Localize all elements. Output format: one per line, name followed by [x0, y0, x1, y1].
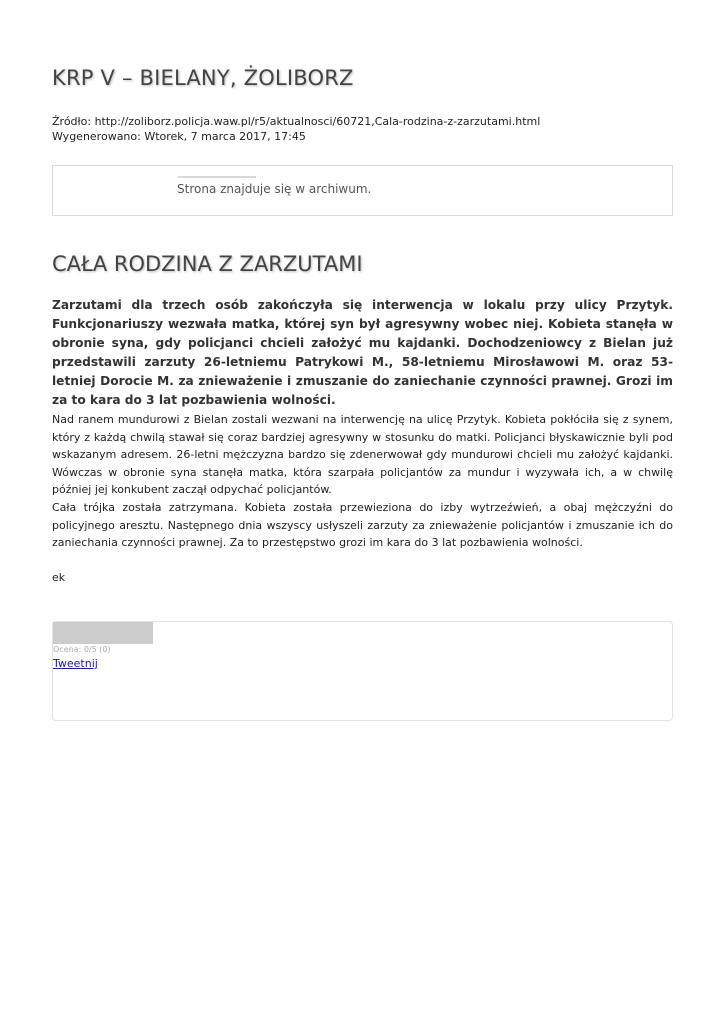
archive-divider [178, 176, 256, 178]
site-title: KRP V – BIELANY, ŻOLIBORZ [52, 66, 354, 90]
article-lead: Zarzutami dla trzech osób zakończyła się interwencja w lokalu przy ulicy Przytyk. Funkcjonariuszy wezwała matka, której syn był agresywny wobec niej. Kobieta stanęła w obronie syna, gdy policjanci chcieli założyć mu kajdanki. Dochodzeniowcy z Bielan już przedstawili zarzuty 26-letniemu Patrykowi M., 58-letniemu Mirosławowi M. oraz 53-letniej Dorocie M. za znieważenie i zmuszanie do zaniechanie czynności prawnej. Grozi im za to kara do 3 lat pozbawienia wolności. [52, 298, 673, 407]
article-signature: ek [52, 571, 66, 584]
archive-notice [52, 165, 673, 216]
article-title: CAŁA RODZINA Z ZARZUTAMI [52, 252, 363, 276]
tweet-link[interactable]: Tweetnij [53, 657, 98, 670]
archive-notice-text: Strona znajduje się w archiwum. [177, 182, 372, 196]
article-paragraph: Cała trójka została zatrzymana. Kobieta została przewieziona do izby wytrzeźwień, a obaj mężczyźni do policyjnego aresztu. Następnego dnia wszyscy usłyszeli zarzuty za znieważenie policjantów i zmuszanie ich do zaniechania czynności prawnej. Za to przestępstwo grozi im kara do 3 lat pozbawienia wolności. [52, 501, 673, 549]
rating-stars-bar[interactable] [53, 622, 153, 644]
source-line: Źródło: http://zoliborz.policja.waw.pl/r5/aktualnosci/60721,Cala-rodzina-z-zarzutami.html [52, 115, 541, 128]
article-paragraph: Nad ranem mundurowi z Bielan zostali wezwani na interwencję na ulicę Przytyk. Kobieta pokłóciła się z synem, który z każdą chwilą stawał się coraz bardziej agresywny w stosunku do matki. Policjanci błyskawicznie byli pod wskazanym adresem. 26-letni mężczyzna bardzo się zdenerwował gdy mundurowi chcieli mu założyć kajdanki. Wówczas w obronie syna stanęła matka, która szarpała policjantów za mundur i wyzywała ich, a w chwilę później jej konkubent zaczął odpychać policjantów. [52, 413, 673, 496]
rating-text: Ocena: 0/5 (0) [53, 645, 111, 654]
rating-panel [52, 621, 673, 721]
generated-line: Wygenerowano: Wtorek, 7 marca 2017, 17:45 [52, 130, 306, 143]
document-meta [52, 114, 540, 144]
